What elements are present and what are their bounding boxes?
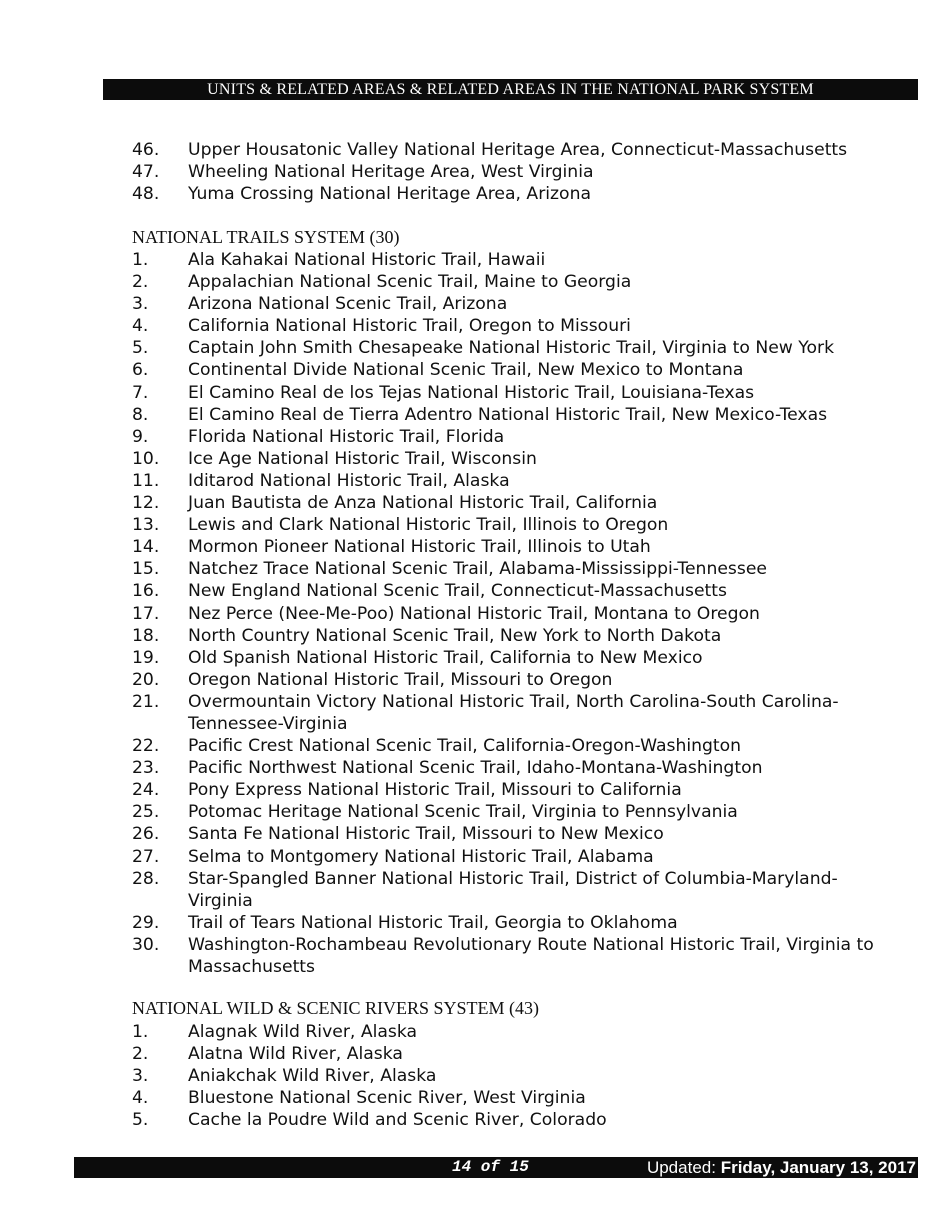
list-item: 18. North Country National Scenic Trail, New York to North Dakota: [132, 625, 722, 646]
list-item: 47. Wheeling National Heritage Area, West Virginia: [132, 162, 594, 183]
list-item: 26. Santa Fe National Historic Trail, Missouri to New Mexico: [132, 824, 664, 845]
list-item: 3. Arizona National Scenic Trail, Arizona: [132, 294, 508, 315]
section-title-trails: NATIONAL TRAILS SYSTEM (30): [132, 227, 400, 247]
list-item: 15. Natchez Trace National Scenic Trail, Alabama-Mississippi-Tennessee: [132, 559, 767, 580]
list-item: 2. Alatna Wild River, Alaska: [132, 1044, 403, 1065]
list-item: 48. Yuma Crossing National Heritage Area, Arizona: [132, 184, 591, 205]
list-item: 6. Continental Divide National Scenic Trail, New Mexico to Montana: [132, 360, 744, 381]
list-item: 30. Washington-Rochambeau Revolutionary Route National Historic Trail, Virginia to Massachusetts: [132, 934, 874, 977]
section-title-rivers: NATIONAL WILD & SCENIC RIVERS SYSTEM (43): [132, 998, 539, 1018]
list-item: 4. California National Historic Trail, Oregon to Missouri: [132, 316, 631, 337]
list-item: 22. Pacific Crest National Scenic Trail, California-Oregon-Washington: [132, 736, 742, 757]
list-item: 9. Florida National Historic Trail, Florida: [132, 426, 505, 447]
list-item: 7. El Camino Real de los Tejas National Historic Trail, Louisiana-Texas: [132, 382, 755, 403]
list-item: 8. El Camino Real de Tierra Adentro National Historic Trail, New Mexico-Texas: [132, 404, 828, 425]
list-item: 10. Ice Age National Historic Trail, Wisconsin: [132, 448, 537, 469]
list-item: 13. Lewis and Clark National Historic Trail, Illinois to Oregon: [132, 515, 669, 536]
updated-date-value: Friday, January 13, 2017: [720, 1158, 916, 1177]
rivers-list: [132, 1021, 932, 1131]
page-footer-bar: [74, 1157, 918, 1178]
list-item: 5. Cache la Poudre Wild and Scenic River, Colorado: [132, 1110, 607, 1131]
list-item: 4. Bluestone National Scenic River, West Virginia: [132, 1088, 586, 1109]
list-item: 25. Potomac Heritage National Scenic Trail, Virginia to Pennsylvania: [132, 802, 738, 823]
list-item: 23. Pacific Northwest National Scenic Trail, Idaho-Montana-Washington: [132, 758, 763, 779]
list-item: 14. Mormon Pioneer National Historic Trail, Illinois to Utah: [132, 537, 651, 558]
trails-list: [132, 249, 932, 978]
list-item: 17. Nez Perce (Nee-Me-Poo) National Historic Trail, Montana to Oregon: [132, 603, 760, 624]
list-item: 12. Juan Bautista de Anza National Historic Trail, California: [132, 493, 658, 514]
list-item: 20. Oregon National Historic Trail, Missouri to Oregon: [132, 669, 613, 690]
page-number: 14 of 15: [452, 1158, 529, 1176]
list-item: 27. Selma to Montgomery National Historic Trail, Alabama: [132, 846, 654, 867]
list-item: 19. Old Spanish National Historic Trail, California to New Mexico: [132, 647, 703, 668]
list-item: 2. Appalachian National Scenic Trail, Maine to Georgia: [132, 272, 632, 293]
updated-date: [647, 1157, 916, 1178]
list-item: 1. Ala Kahakai National Historic Trail, Hawaii: [132, 250, 546, 270]
list-item: 46. Upper Housatonic Valley National Heritage Area, Connecticut-Massachusetts: [132, 140, 848, 160]
list-item: 29. Trail of Tears National Historic Trail, Georgia to Oklahoma: [132, 912, 678, 933]
heritage-area-list: [132, 139, 932, 205]
list-item: 11. Iditarod National Historic Trail, Alaska: [132, 470, 510, 491]
list-item: 24. Pony Express National Historic Trail, Missouri to California: [132, 780, 682, 801]
updated-label: Updated:: [646, 1158, 721, 1177]
list-item: 16. New England National Scenic Trail, Connecticut-Massachusetts: [132, 581, 727, 602]
page-header-bar: [103, 79, 918, 100]
list-item: 3. Aniakchak Wild River, Alaska: [132, 1066, 437, 1087]
header-title: UNITS & RELATED AREAS & RELATED AREAS IN THE NATIONAL PARK SYSTEM: [207, 81, 814, 98]
list-item: 5. Captain John Smith Chesapeake National Historic Trail, Virginia to New York: [132, 338, 835, 359]
list-item: 1. Alagnak Wild River, Alaska: [132, 1022, 418, 1042]
list-item: 28. Star-Spangled Banner National Historic Trail, District of Columbia-Maryland-Virginia: [132, 868, 838, 911]
list-item: 21. Overmountain Victory National Historic Trail, North Carolina-South Carolina-Tennessee-Virginia: [132, 691, 839, 734]
